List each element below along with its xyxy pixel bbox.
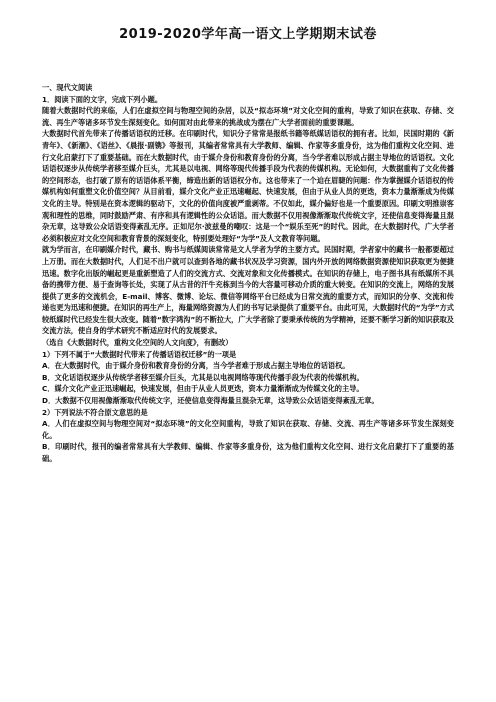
section-heading: 一、现代文阅读 bbox=[42, 83, 93, 92]
question-1-option-b: B．文化话语权逐步从传统学者移至媒介巨头，尤其是以电视网络等现代传播手段为代表的传媒机构。 bbox=[42, 372, 364, 382]
question-1-option-a: A．在大数据时代，由于媒介身份和教育身份的分离，当今学者难于形成占据主导地位的话语权。 bbox=[42, 361, 350, 371]
question-2-option-a: A．人们在虚拟空间与物理空间对“拟态环境”的文化空间重构，导致了知识在获取、存储、交流、再生产等诸多环节发生深刻变化。 bbox=[42, 419, 454, 440]
passage-paragraph-1: 随着大数据时代的来临，人们在虚拟空间与物理空间的杂居，以及“拟态环境”对文化空间的重构，导致了知识在获取、存储、交流、再生产等诸多环节发生深刻变化。如何面对由此带来的挑战成为摆在广大学者面前的重要课题。 bbox=[42, 106, 454, 127]
question-intro: 1．阅读下面的文字，完成下列小题。 bbox=[42, 94, 163, 104]
question-2-stem: 2）下列说法不符合原文意思的是 bbox=[42, 407, 148, 417]
exam-content bbox=[42, 82, 454, 465]
source-note: （选自《大数据时代，重构文化空间的人文向度》，有删改） bbox=[42, 338, 233, 348]
passage-paragraph-3: 就为学而言，在印刷媒介时代，藏书、购书与纸媒阅读常常是文人学者为学的主要方式。民国时期，学者家中的藏书一般都要超过上万册。而在大数据时代，人们足不出户就可以查到各地的藏书状况及学习资源，国内外开放的网络数据资源使知识获取更为便捷迅速。数字化出版的崛起更是重新塑造了人们的交流方式、交流对象和文化传播模式。在知识的存储上，电子图书具有纸媒所不具备的携带方便、易于查询等长处，实现了从古昔的汗牛充栋到当今的大容量可移动介质的重大转变。在知识的交流上，网络的发展提供了更多的交流机会，E-mail、博客、微博、论坛、微信等网络平台已经成为日常交流的重要方式，而知识的分享、交流和传递也更为迅速和便捷。在知识的再生产上，海量网络资源为人们的书写记录提供了重要平台。由此可见，大数据时代的“为学”方式较纸媒时代已经发生很大改变。随着“数字鸿沟”的不断拉大，广大学者除了要秉承传统的为学精神，还要不断学习新的知识获取及交流方法，使自身的学术研究不断适应时代的发展要求。 bbox=[42, 245, 454, 336]
question-1-option-d: D．大数据不仅用视像渐渐取代传统文字，还使信息变得海量且混杂无章，这导致公众话语变得紊乱无章。 bbox=[42, 396, 379, 406]
question-1-stem: 1）下列不属于“大数据时代带来了传播话语权迁移”的一项是 bbox=[42, 349, 237, 359]
page-title: 2019-2020学年高一语文上学期期末试卷 bbox=[119, 27, 377, 42]
passage-paragraph-2: 大数据时代首先带来了传播话语权的迁移。在印刷时代，知识分子常常是报纸书籍等纸媒话语权的拥有者。比如，民国时期的《新青年》、《新潮》、《语丝》、《晨报·副镌》等报刊，其编者常常具有大学教师、编辑、作家等多重身份，这为他们重构文化空间、进行文化启蒙打下了重要基础。而在大数据时代，由于媒介身份和教育身份的分离，当今学者难以形成占据主导地位的话语权。文化话语权逐步从传统学者移至媒介巨头，尤其是以电视、网络等现代传播手段为代表的传媒机构。无论如何，大数据重构了文化传播的空间形态，也打破了原有的话语体系平衡，缔造出新的话语权分布。这也带来了一个迫在眉睫的问题：作为掌握媒介话语权的传媒机构如何重塑文化价值空间？从目前看，媒介文化产业正迅速崛起、快速发展，但由于从业人员的更迭，资本力量渐渐成为传媒文化的主导。特别是在资本逻辑的驱动下，文化的价值向度被严重剥蒂。不仅如此，媒介偏好也是一个重要原因。印刷文明推崇客观和理性的思维，同时鼓励严肃、有序和具有逻辑性的公众话语。而大数据不仅用视像渐渐取代传统文字，还使信息变得海量且混杂无章，这导致公众话语变得紊乱无序。正如尼尔·波兹曼的嘲叹：这是一个“娱乐至死”的时代。因此，在大数据时代，广大学者必须积极应对文化空间和教育背景的深刻变化，特别要处理好“为学”及人文教育等问题。 bbox=[42, 129, 454, 243]
question-1-option-c: C．媒介文化产业正迅速崛起，快速发展，但由于从业人员更迭，资本力量渐渐成为传媒文化的主导。 bbox=[42, 384, 364, 394]
question-2-option-b: B．印刷时代，报刊的编者常常具有大学教师、编辑、作家等多重身份，这为他们重构文化空间、进行文化启蒙打下了重要的基础。 bbox=[42, 442, 454, 463]
